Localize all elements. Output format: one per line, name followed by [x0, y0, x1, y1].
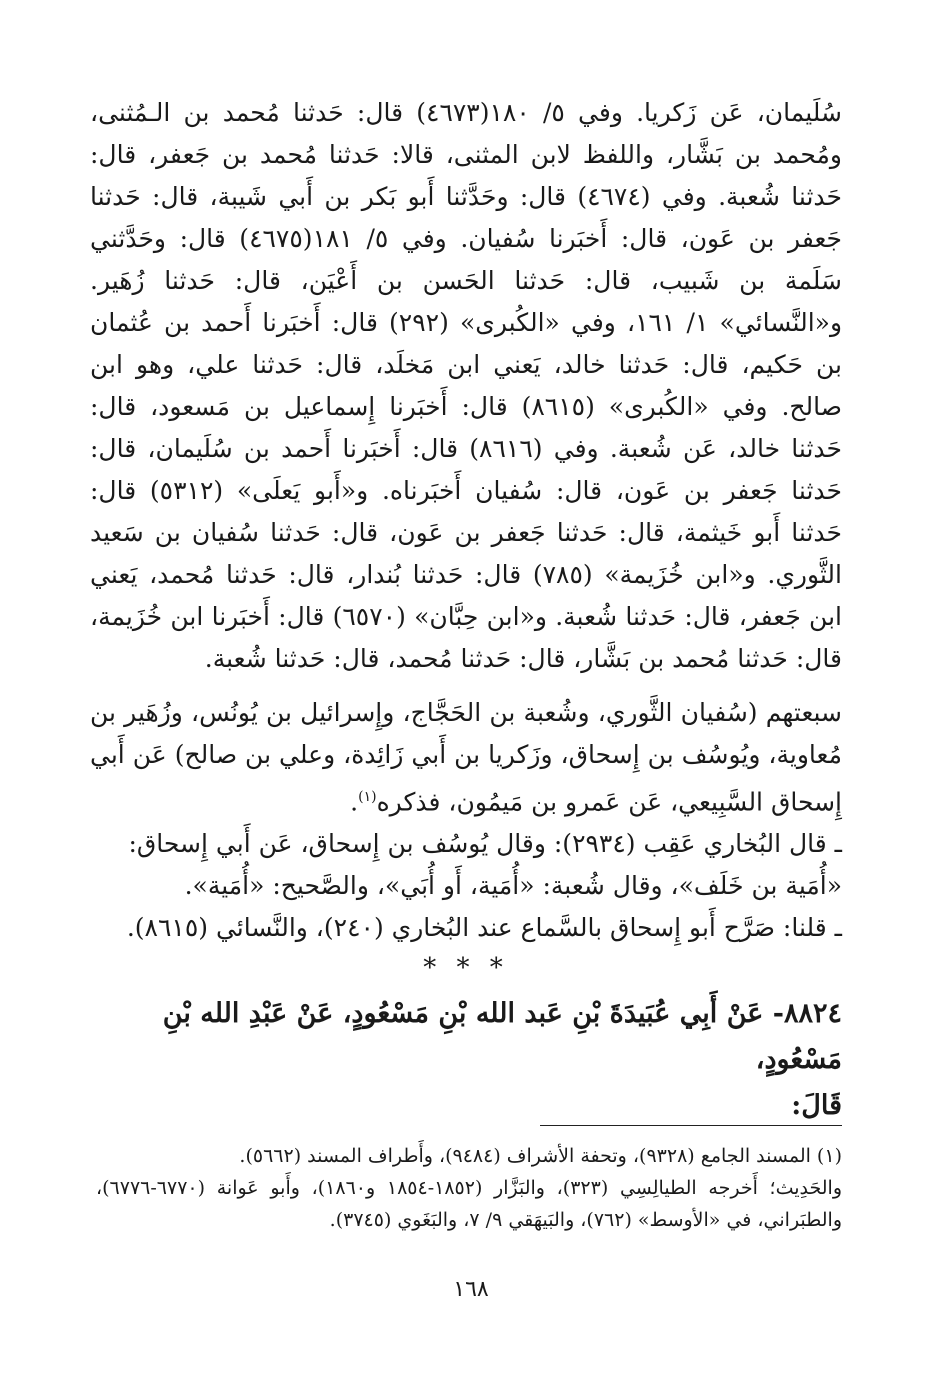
footnote-separator [540, 1125, 842, 1126]
paragraph-summary-end: . [350, 787, 359, 817]
footnotes [96, 1140, 842, 1236]
bukhari-note-line1: ـ قال البُخاري عَقِب (٢٩٣٤): وقال يُوسُف بن إِسحاق، عَن أَبي إِسحاق: [128, 829, 842, 859]
footnote-1-continued: والحَدِيث؛ أَخرجه الطيالِسِي (٣٢٣)، والبَزَّار (١٨٥٢-١٨٥٤ و١٨٦٠)، وأَبو عَوانة (٦٧٧٠-٦٧٧٦)، والطبَراني، في «الأوسط» (٧٦٢)، والبَيهَقي ٩/ ٧، والبَغَوي (٣٧٤٥). [96, 1177, 843, 1231]
page-number: ١٦٨ [453, 1277, 489, 1302]
page-body [90, 92, 842, 1129]
hadith-line-1: ٨٨٢٤- عَنْ أَبِي عُبَيدَةَ بْنِ عَبد الله بْنِ مَسْعُودٍ، عَنْ عَبْدِ الله بْنِ مَسْعُودٍ، [162, 998, 842, 1076]
footnote-ref: (١) [358, 789, 377, 805]
sama-note: ـ قلنا: صَرَّح أَبو إِسحاق بالسَّماع عند البُخاري (٢٤٠)، والنَّسائي (٨٦١٥). [126, 913, 842, 943]
section-separator: * * * [423, 953, 509, 984]
footnote-1: (١) المسند الجامع (٩٣٢٨)، وتحفة الأشراف (٩٤٨٤)، وأَطراف المسند (٥٦٦٢). [239, 1145, 842, 1167]
hadith-heading [90, 991, 842, 1129]
bukhari-note-line2: «أُمَية بن خَلَف»، وقال شُعبة: «أُمَية، أَو أُبَي»، والصَّحيح: «أُمَية». [184, 871, 842, 901]
paragraph-summary [90, 692, 842, 823]
hadith-line-2: قَالَ: [791, 1090, 842, 1122]
main-text [90, 92, 842, 985]
paragraph-summary-text: سبعتهم (سُفيان الثَّوري، وشُعبة بن الحَجَّاج، وإِسرائيل بن يُونُس، وزُهَير بن مُعاوية، ويُوسُف بن إِسحاق، وزَكريا بن أَبي زَائِدة، وعلي بن صالح) عَن أَبي إِسحاق السَّبِيعي، عَن عَمرو بن مَيمُون، فذكره [90, 698, 842, 817]
paragraph-sources: سُلَيمان، عَن زَكريا. وفي ٥/ ١٨٠(٤٦٧٣) قال: حَدثنا مُحمد بن الـمُثنى، ومُحمد بن بَشَّار، واللفظ لابن المثنى، قالا: حَدثنا مُحمد بن جَعفر، قال: حَدثنا شُعبة. وفي (٤٦٧٤) قال: وحَدَّثنا أَبو بَكر بن أَبي شَيبة، قال: حَدثنا جَعفر بن عَون، قال: أَخبَرنا سُفيان. وفي ٥/ ١٨١(٤٦٧٥) قال: وحَدَّثني سَلَمة بن شَبيب، قال: حَدثنا الحَسن بن أَعْيَن، قال: حَدثنا زُهَير. و«النَّسائي» ١/ ١٦١، وفي «الكُبرى» (٢٩٢) قال: أَخبَرنا أَحمد بن عُثمان بن حَكيم، قال: حَدثنا خالد، يَعني ابن مَخلَد، قال: حَدثنا علي، وهو ابن صالح. وفي «الكُبرى» (٨٦١٥) قال: أَخبَرنا إِسماعيل بن مَسعود، قال: حَدثنا خالد، عَن شُعبة. وفي (٨٦١٦) قال: أَخبَرنا أَحمد بن سُلَيمان، قال: حَدثنا جَعفر بن عَون، قال: سُفيان أَخبَرناه. و«أَبو يَعلَى» (٥٣١٢) قال: حَدثنا أَبو خَيثمة، قال: حَدثنا جَعفر بن عَون، قال: حَدثنا سُفيان بن سَعيد الثَّوري. و«ابن خُزَيمة» (٧٨٥) قال: حَدثنا بُندار، قال: حَدثنا مُحمد، يَعني ابن جَعفر، قال: حَدثنا شُعبة. و«ابن حِبَّان» (٦٥٧٠) قال: أَخبَرنا ابن خُزَيمة، قال: حَدثنا مُحمد بن بَشَّار، قال: حَدثنا مُحمد، قال: حَدثنا شُعبة. [90, 98, 843, 673]
